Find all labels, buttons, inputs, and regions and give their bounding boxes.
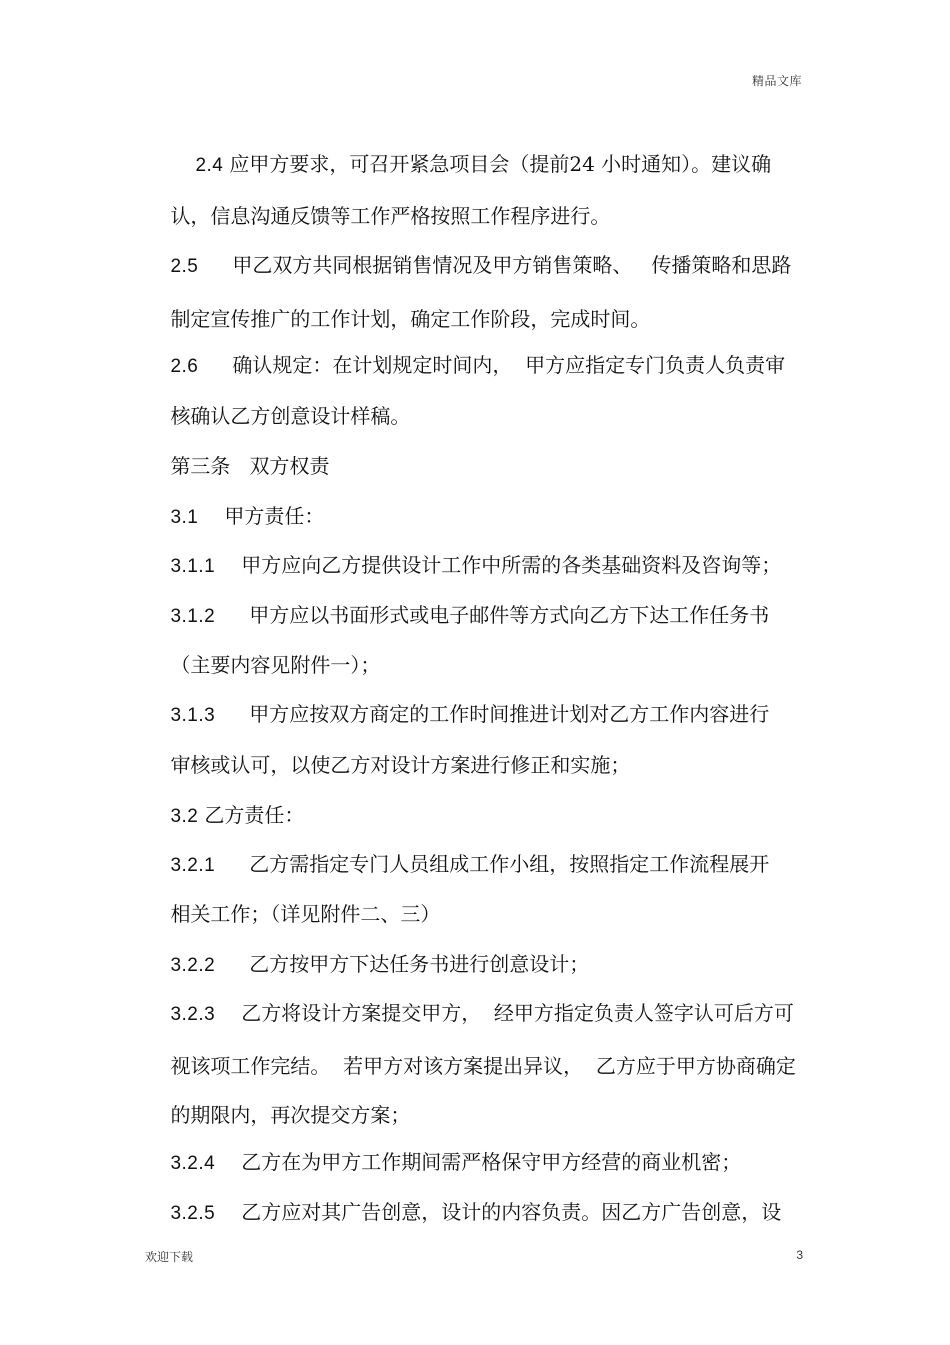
page-number: 3 [796,1248,803,1262]
text-line [145,1176,781,1250]
clause-number: 3.2.1 [170,855,216,876]
clause-number: 3.2.2 [170,955,216,976]
clause-text: 乙方需指定专门人员组成工作小组，按照指定工作流程展开 [249,852,770,876]
clause-number: 2.6 [170,356,199,377]
clause-number: 3.1.2 [170,606,216,627]
clause-text: 确认规定：在计划规定时间内， 甲方应指定专门负责人负责审 [232,353,786,377]
clause-text: 相关工作；（详见附件二、三） [170,902,441,926]
clause-number: 3.1.1 [170,556,216,577]
clause-number: 3.2.3 [170,1004,216,1025]
clause-text: 认，信息沟通反馈等工作严格按照工作程序进行。 [170,204,611,228]
clause-text: （主要内容见附件一）； [170,653,381,677]
clause-text: 制定宣传推广的工作计划，确定工作阶段，完成时间。 [170,307,651,331]
clause-number: 3.1 [170,507,199,528]
clause-number: 3.2.5 [170,1203,216,1224]
clause-number: 2.4 [195,155,224,176]
section-heading-text: 第三条 双方权责 [170,454,330,478]
clause-text: 核确认乙方创意设计样稿。 [170,404,411,428]
clause-text: 乙方在为甲方工作期间需严格保守甲方经营的商业机密； [241,1150,742,1174]
clause-text: 乙方责任： [204,803,305,827]
clause-number: 3.2.4 [170,1153,216,1174]
clause-text: 甲方责任： [224,504,325,528]
clause-text: 审核或认可，以使乙方对设计方案进行修正和实施； [170,753,631,777]
clause-number: 3.2 [170,806,199,827]
clause-number: 3.1.3 [170,705,216,726]
clause-text: 甲方应以书面形式或电子邮件等方式向乙方下达工作任务书 [249,603,770,627]
clause-text: 应甲方要求，可召开紧急项目会（提前24 小时通知）。建议确 [229,152,772,176]
clause-text: 乙方按甲方下达任务书进行创意设计； [249,952,590,976]
clause-text: 视该项工作完结。 若甲方对该方案提出异议， 乙方应于甲方协商确定 [170,1054,796,1078]
clause-text: 甲乙双方共同根据销售情况及甲方销售策略、 传播策略和思路 [232,253,792,277]
clause-text: 的期限内，再次提交方案； [170,1103,411,1127]
clause-text: 甲方应按双方商定的工作时间推进计划对乙方工作内容进行 [249,702,770,726]
footer-note: 欢迎下载 [145,1250,194,1264]
clause-number: 2.5 [170,256,199,277]
header-tag: 精品文库 [751,74,802,88]
clause-text: 乙方将设计方案提交甲方， 经甲方指定负责人签字认可后方可 [241,1001,794,1025]
clause-text: 甲方应向乙方提供设计工作中所需的各类基础资料及咨询等； [241,553,782,577]
clause-text: 乙方应对其广告创意，设计的内容负责。因乙方广告创意，设 [241,1200,782,1224]
